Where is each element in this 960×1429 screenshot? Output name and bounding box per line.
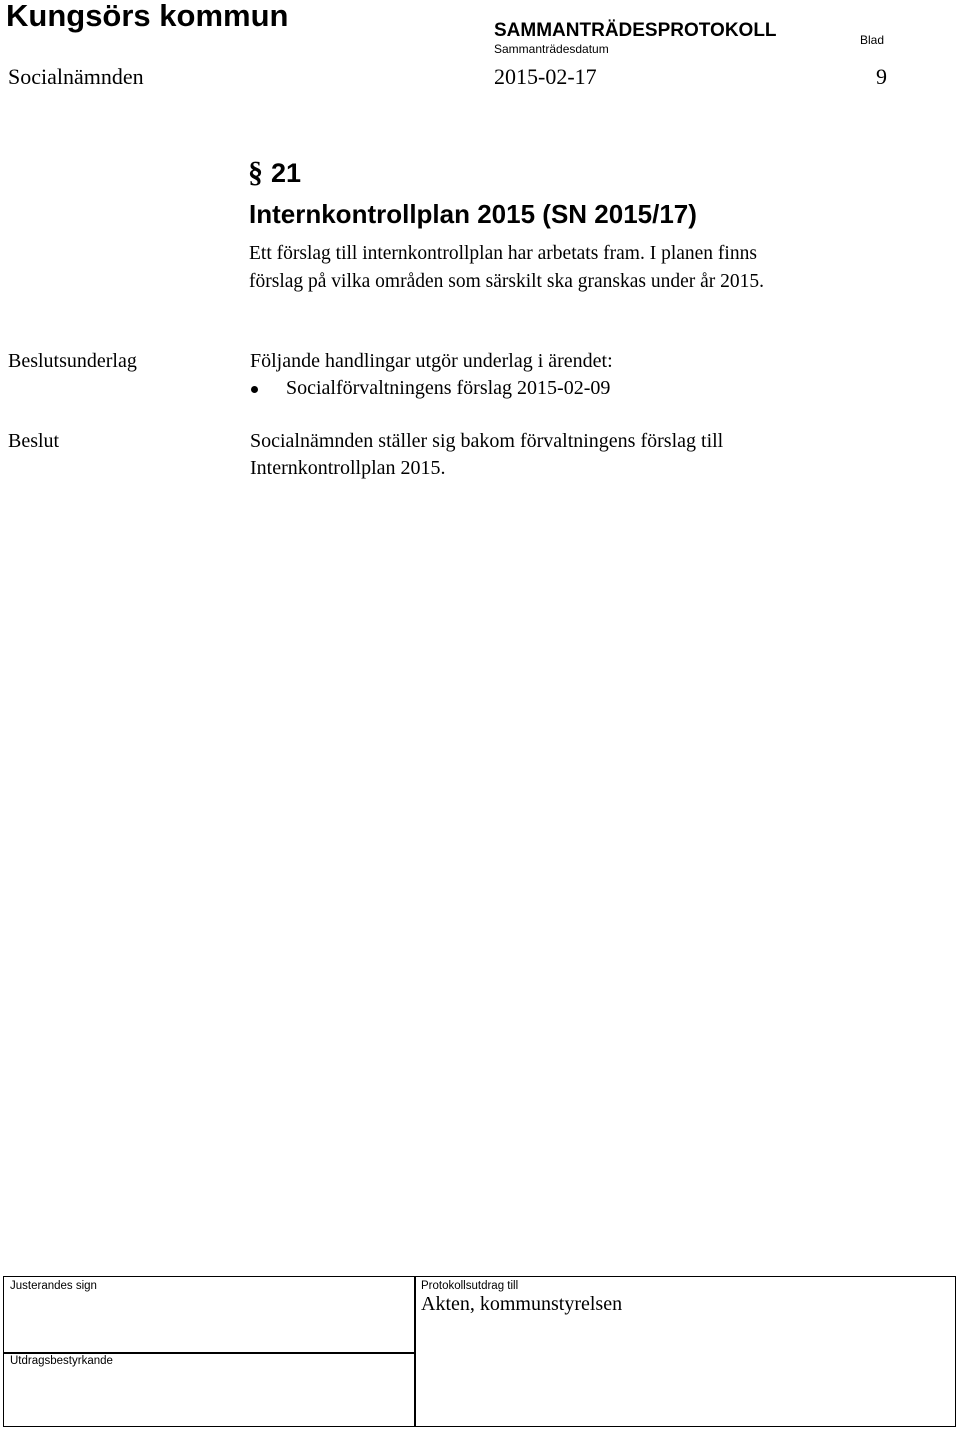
meeting-date-label: Sammanträdesdatum <box>494 42 609 56</box>
signature-label: Justerandes sign <box>10 1280 97 1292</box>
paragraph-title: Internkontrollplan 2015 (SN 2015/17) <box>249 199 697 229</box>
organization-name: Kungsörs kommun <box>6 0 289 33</box>
intro-line: förslag på vilka områden som särskilt ska granskas under år 2015. <box>249 271 764 292</box>
certifier-label: Utdragsbestyrkande <box>10 1355 113 1367</box>
paragraph-number <box>248 156 301 190</box>
decision-label: Beslut <box>8 430 60 452</box>
footer-divider-vertical <box>414 1277 416 1426</box>
extract-recipients-label: Protokollsutdrag till <box>421 1280 519 1292</box>
basis-document-item: Socialförvaltningens förslag 2015-02-09 <box>286 377 611 399</box>
intro-line: Ett förslag till internkontrollplan har arbetats fram. I planen finns <box>249 243 757 264</box>
meeting-date: 2015-02-17 <box>494 64 597 89</box>
extract-recipients-value: Akten, kommunstyrelsen <box>421 1293 623 1315</box>
decision-text-line: Internkontrollplan 2015. <box>250 457 446 479</box>
document-type: SAMMANTRÄDESPROTOKOLL <box>494 20 777 41</box>
committee-name: Socialnämnden <box>8 64 144 89</box>
basis-label: Beslutsunderlag <box>8 350 137 372</box>
decision-text-line: Socialnämnden ställer sig bakom förvaltningens förslag till <box>250 430 724 452</box>
page-label: Blad <box>860 33 885 47</box>
basis-intro: Följande handlingar utgör underlag i ärendet: <box>250 350 613 372</box>
section-symbol: § <box>248 156 263 189</box>
paragraph-number-value: 21 <box>271 158 302 188</box>
bullet-icon <box>251 386 258 393</box>
footer-divider-horizontal <box>4 1352 414 1354</box>
page-number: 9 <box>876 64 887 89</box>
signature-footer-table <box>3 1276 956 1427</box>
